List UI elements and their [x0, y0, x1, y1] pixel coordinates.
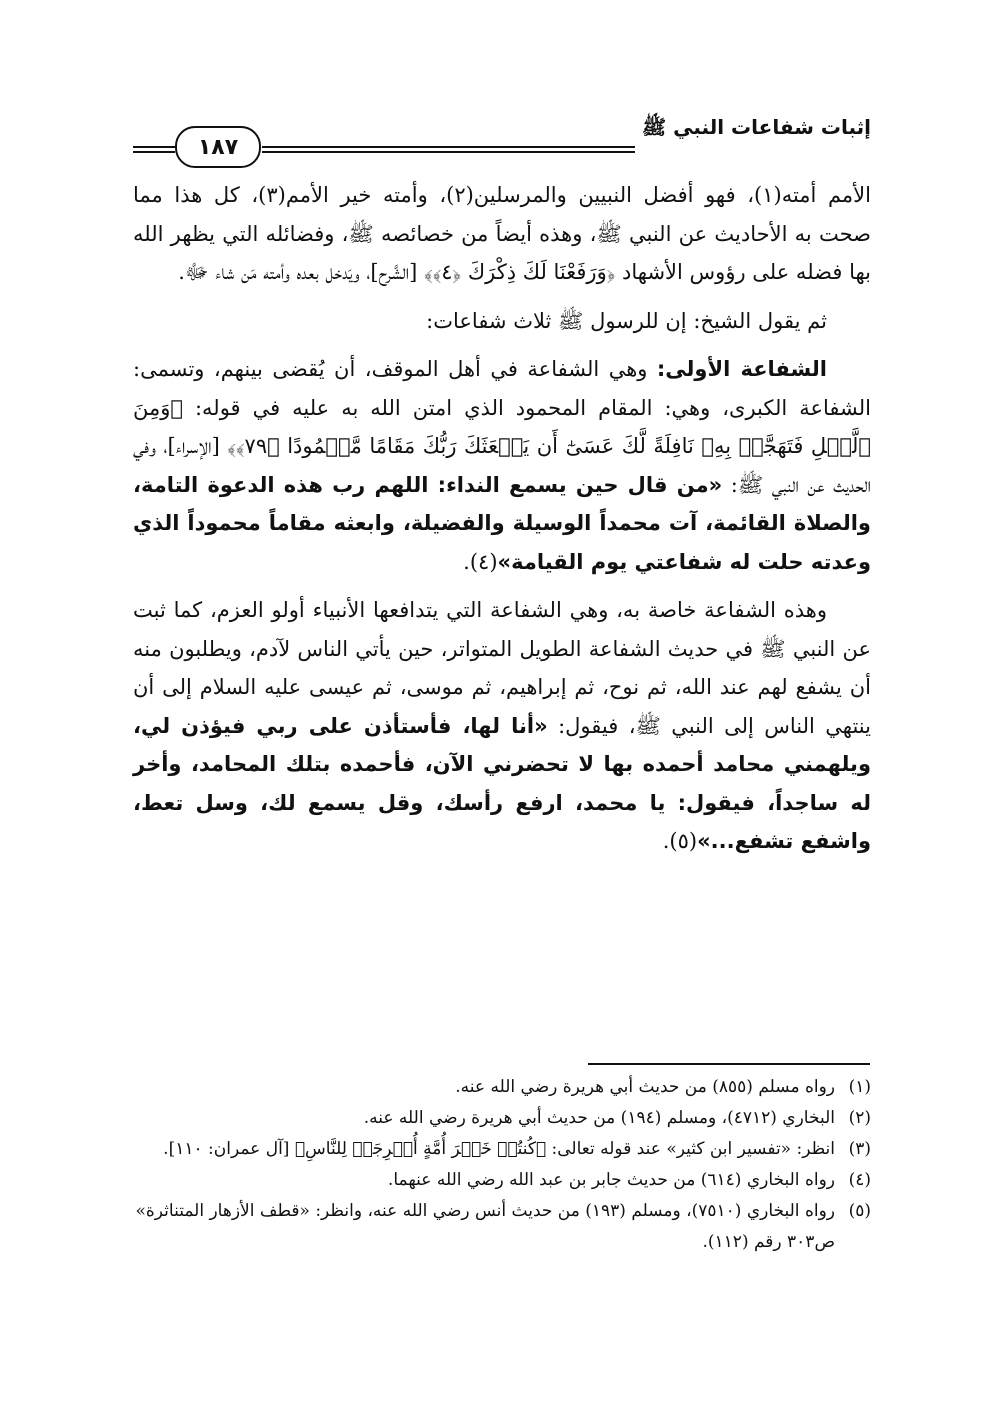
footnote-text: البخاري (٤٧١٢)، ومسلم (١٩٤) من حديث أبي هريرة رضي الله عنه. — [363, 1108, 835, 1128]
footnote-text: انظر: «تفسير ابن كثير» عند قوله تعالى: ﴿كُنتُمۡ خَيۡرَ أُمَّةٍ أُخۡرِجَتۡ لِلنَّاسِ﴾ [آل عمران: ١١٠]. — [163, 1139, 835, 1159]
footnote-text: رواه مسلم (٨٥٥) من حديث أبي هريرة رضي الله عنه. — [455, 1077, 835, 1097]
header-rule — [133, 146, 175, 148]
footnote — [133, 1103, 871, 1134]
footnote — [133, 1196, 871, 1258]
footnote-separator — [588, 1063, 870, 1065]
paragraph-text: وهي الشفاعة في أهل الموقف، أن يُقضى بينهم، وتسمى: الشفاعة الكبرى، وهي: المقام المحمود الذي امتن الله به عليه في قوله: ﴿وَمِنَ ٱلَّيۡلِ فَتَهَجَّدۡ بِهِۦ نَافِلَةً لَّكَ عَسَىٰٓ أَن يَبۡعَثَكَ رَبُّكَ مَقَامًا مَّحۡمُودًا ﴿٧٩﴾﴾ [الإسراء]، وفي الحديث عن النبي ﷺ: — [133, 357, 872, 497]
footnote-number: (١) — [848, 1077, 871, 1097]
footnote — [133, 1072, 871, 1103]
hadith-quote: «من قال حين يسمع النداء: اللهم رب هذه الدعوة التامة، والصلاة القائمة، آت محمداً الوسيلة والفضيلة، وابعثه مقاماً محموداً الذي وعدته حلت له شفاعتي يوم القيامة» — [133, 472, 871, 574]
footnote-text: رواه البخاري (٦١٤) من حديث جابر بن عبد الله رضي الله عنهما. — [387, 1170, 835, 1190]
footnotes — [133, 1072, 871, 1258]
footnote-number: (٢) — [848, 1108, 871, 1128]
footnote-number: (٣) — [848, 1139, 871, 1159]
page-number-badge — [175, 126, 261, 168]
header-rule — [133, 151, 175, 153]
footnote — [133, 1134, 871, 1165]
paragraph-text: وهذه الشفاعة خاصة به، وهي الشفاعة التي يتدافعها الأنبياء أولو العزم، كما ثبت عن النبي ﷺ في حديث الشفاعة الطويل المتواتر، حين يأتي الناس لآدم، ويطلبون منه أن يشفع لهم عند الله، ثم نوح، ثم إبراهيم، ثم موسى، ثم عيسى عليه السلام إلى أن ينتهي الناس إلى النبي ﷺ، فيقول: — [133, 598, 871, 738]
header-rule — [262, 146, 635, 148]
footnote-text: رواه البخاري (٧٥١٠)، ومسلم (١٩٣) من حديث أنس رضي الله عنه، وانظر: «قطف الأزهار المتناثرة» ص٣٠٣ رقم (١١٢). — [135, 1201, 835, 1252]
footnote-ref: (٤). — [463, 549, 498, 574]
paragraph — [133, 350, 871, 581]
section-heading: الشفاعة الأولى: — [656, 357, 827, 381]
paragraph: ثم يقول الشيخ: إن للرسول ﷺ ثلاث شفاعات: — [426, 308, 827, 333]
header-rule — [262, 151, 635, 153]
hadith-quote: «أنا لها، فأستأذن على ربي فيؤذن لي، ويلهمني محامد أحمده بها لا تحضرني الآن، فأحمده بتلك المحامد، وأخر له ساجداً، فيقول: يا محمد، ارفع رأسك، وقل يسمع لك، وسل تعط، واشفع تشفع...» — [133, 713, 871, 853]
footnote-number: (٤) — [848, 1170, 871, 1190]
footnote-ref: (٥). — [662, 829, 698, 853]
page-number: ١٨٧ — [197, 134, 239, 160]
main-text — [133, 176, 871, 861]
paragraph — [133, 591, 871, 861]
paragraph: الأمم أمته(١)، فهو أفضل النبيين والمرسلين(٢)، وأمته خير الأمم(٣)، كل هذا مما صحت به الأحاديث عن النبي ﷺ، وهذه أيضاً من خصائصه ﷺ، وفضائله التي يظهر الله بها فضله على رؤوس الأشهاد ﴿وَرَفَعْنَا لَكَ ذِكْرَكَ ﴿٤﴾﴾ [الشَّرح]، ويَدخل بعده وأمته مَن شاء ﷻ. — [133, 183, 871, 284]
running-header-title: إثبات شفاعات النبي ﷺ — [642, 115, 871, 139]
footnote-number: (٥) — [848, 1201, 871, 1221]
footnote — [133, 1165, 871, 1196]
